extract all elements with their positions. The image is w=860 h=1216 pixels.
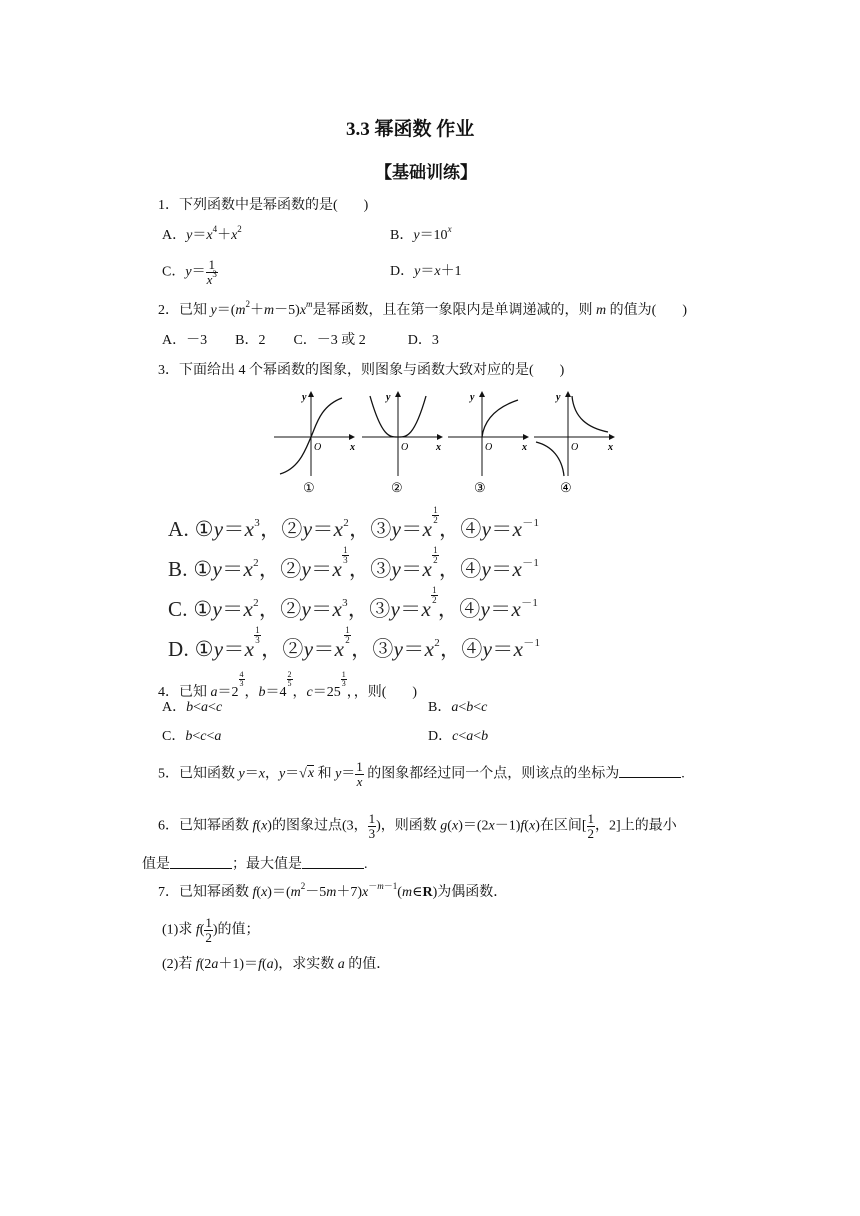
question-6-max-blank — [302, 856, 364, 869]
graph-3-origin: O — [485, 442, 493, 453]
question-4-option-b: B．a<b<c — [428, 700, 488, 715]
question-3-stem: 3．下面给出 4 个幂函数的图象，则图象与函数大致对应的是( ) — [158, 363, 565, 378]
question-5-answer-blank — [619, 765, 681, 778]
graph-3-x-label: x — [522, 442, 527, 453]
question-7-part-1: (1)求 f( $\frac{1}{2}$ )的值； — [162, 915, 260, 945]
question-2-options: A．－3 B．2 C．－3 或 2 D．3 — [162, 333, 439, 348]
question-6-line-2: 值是 ；最大值是 . — [142, 857, 368, 872]
graph-2-x-label: x — [436, 442, 441, 453]
question-7-stem: 7．已知幂函数 $f(x)=(m^2-5m+7)x^{-m-1}(m\in R)$为偶函数． — [158, 881, 508, 900]
question-3-option-c: C. $①y=x^2$，$②y=x^3$，③y＝x $\frac{1}{2}$ ，$④y=x^{-1}$ — [168, 585, 539, 621]
graph-4-x-label: x — [608, 442, 613, 453]
question-4-option-a: A．b<a<c — [162, 700, 223, 715]
graph-4 — [534, 392, 614, 476]
graph-4-y-label: y — [556, 392, 561, 403]
question-7-part-2: (2)若 f(2a＋1)＝f(a)，求实数 a 的值． — [162, 957, 391, 972]
question-1-stem: 1．下列函数中是幂函数的是( ) — [158, 198, 369, 213]
graph-2-label: ② — [391, 480, 403, 494]
question-4-stem: 4．已知 a＝2 $\frac{4}{3}$ ，b＝4 $\frac{2}{5}$ ，c＝25 $\frac{1}{3}$ ，，则( ) — [158, 670, 418, 700]
graph-1-label: ① — [303, 480, 315, 494]
question-4-option-c: C．b<c<a — [162, 729, 222, 744]
power-function-graphs — [270, 388, 620, 494]
question-5-stem: 5．已知函数 y＝x，y＝√x 和 y＝ $\frac{1}{x}$ 的图象都经过同一个点，则该点的坐标为 . — [158, 759, 685, 789]
question-1-option-b: B．$y=10^x$ — [390, 224, 452, 243]
graph-3 — [448, 392, 528, 476]
question-1-option-d: D．y＝x＋1 — [390, 264, 462, 279]
question-2-stem: 2．已知 $y=(m^2+m-5)x^m$是幂函数，且在第一象限内是单调递减的，则 m 的值为( ) — [158, 299, 687, 318]
question-1-option-c: C．y＝ $\frac{1}{x^3}$ — [162, 257, 217, 287]
question-3-option-a: A. $①y=x^3$，$②y=x^2$，③y＝x $\frac{1}{2}$ ，$④y=x^{-1}$ — [168, 505, 540, 541]
question-4-option-d: D．c<a<b — [428, 729, 489, 744]
question-3-option-b: B. $①y=x^2$，②y＝x $\frac{1}{3}$ ，③y＝x $\frac{1}{2}$ ，$④y=x^{-1}$ — [168, 545, 540, 581]
question-6-min-blank — [170, 856, 232, 869]
graph-1-origin: O — [314, 442, 322, 453]
graph-3-label: ③ — [474, 480, 486, 494]
question-6-stem: 6．已知幂函数 f(x)的图象过点(3， $\frac{1}{3}$ )，则函数 g(x)＝(2x－1)f(x)在区间[ $\frac{1}{2}$ ，2]上的最小 — [158, 811, 677, 841]
graph-4-label: ④ — [560, 480, 572, 494]
graph-3-y-label: y — [470, 392, 475, 403]
graph-1 — [274, 392, 354, 476]
graph-4-origin: O — [571, 442, 579, 453]
page-title: 3.3 幂函数 作业 — [346, 119, 475, 140]
graph-1-x-label: x — [350, 442, 355, 453]
graph-2-y-label: y — [386, 392, 391, 403]
graph-2-origin: O — [401, 442, 409, 453]
question-1-option-a: A．$y=x^4+x^2$ — [162, 224, 242, 243]
graph-1-y-label: y — [302, 392, 307, 403]
section-heading: 【基础训练】 — [375, 163, 477, 182]
graph-2 — [362, 392, 442, 476]
question-3-option-d: D. ①y＝x $\frac{1}{3}$ ，②y＝x $\frac{1}{2}$ ，$③y=x^2$，$④y=x^{-1}$ — [168, 625, 541, 661]
